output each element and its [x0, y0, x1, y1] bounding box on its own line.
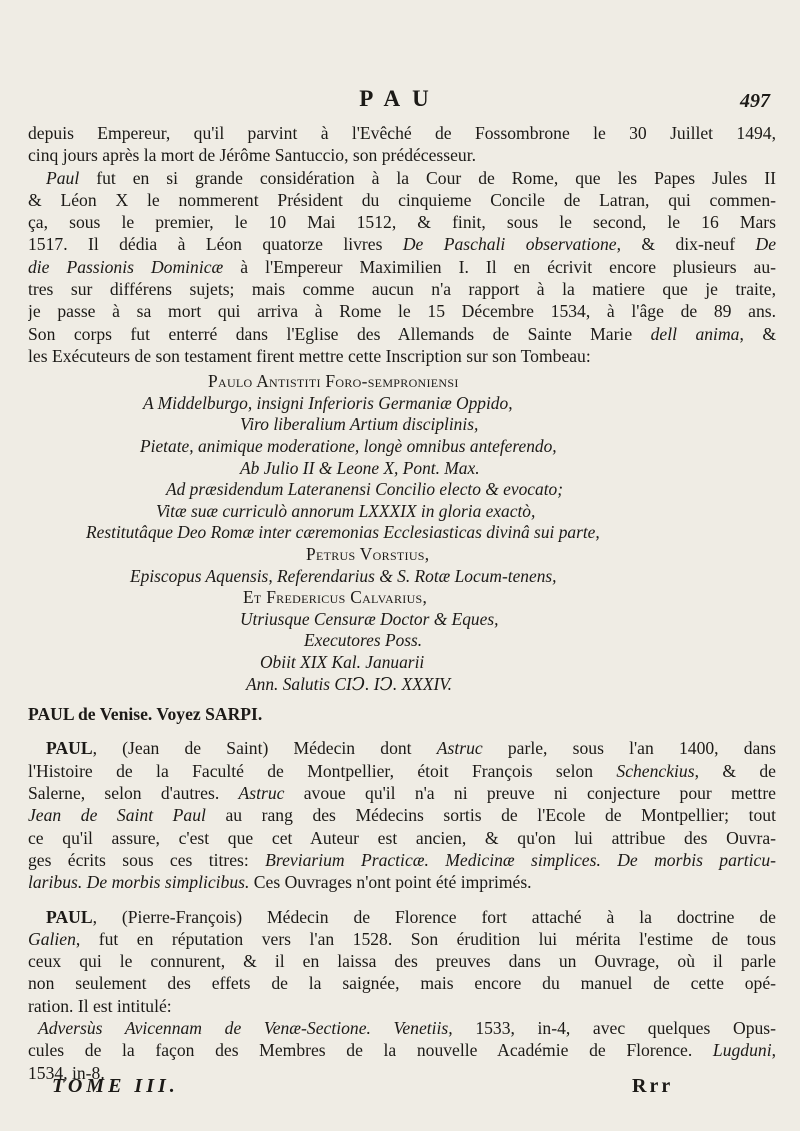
text-line — [28, 760, 776, 782]
inscription-line: Utriusque Censuræ Doctor & Eques, — [240, 608, 499, 629]
text-line — [28, 167, 776, 189]
text-span: , (Pierre-François) Médecin de Florence fort attaché à la doctrine de — [92, 906, 776, 927]
text-line — [28, 233, 776, 255]
text-line: ça, sous le premier, le 10 Mai 1512, & finit, sous le second, le 16 Mars — [28, 212, 776, 233]
text-line: ce qu'il assure, c'est que cet Auteur est ancien, & qu'on lui attribue des Ouvra- — [28, 827, 776, 848]
text-line: depuis Empereur, qu'il parvint à l'Evêché de Fossombrone le 30 Juillet 1494, — [28, 123, 776, 143]
inscription-line: Paulo Antistiti Foro-semproniensi — [208, 371, 459, 392]
text-span: Son corps fut enterré dans l'Eglise des Allemands de Sainte Marie — [28, 323, 651, 344]
italic-phrase: dell anima — [650, 323, 740, 344]
text-line — [28, 1039, 776, 1061]
text-line — [28, 804, 776, 826]
italic-name: Jean de Saint Paul — [28, 805, 206, 826]
inscription-line: A Middelburgo, insigni Inferioris Germaniæ Oppido, — [143, 392, 513, 413]
text-line: les Exécuteurs de son testament firent mettre cette Inscription sur son Tombeau: — [28, 345, 591, 366]
page-body — [28, 122, 776, 1084]
inscription-line: Obiit XIX Kal. Januarii — [260, 651, 425, 672]
text-span: 1517. Il dédia à Léon quatorze livres — [28, 234, 403, 255]
text-span: , fut en réputation vers l'an 1528. Son érudition lui mérita l'estime de tous — [75, 928, 776, 949]
book-title: Breviarium Practicæ. Medicinæ simplices. De morbis particu- — [265, 849, 776, 870]
text-span: , & dix-neuf — [616, 234, 756, 255]
inscription-line: Viro liberalium Artium disciplinis, — [240, 414, 479, 435]
text-line — [28, 256, 776, 278]
book-title: die Passionis Dominicæ — [28, 256, 224, 277]
italic-name: Astruc — [238, 783, 285, 804]
text-line — [28, 871, 776, 893]
text-line: cinq jours après la mort de Jérôme Santuccio, son prédécesseur. — [28, 145, 477, 166]
book-title: De Paschali observatione — [402, 234, 617, 255]
text-span: , — [771, 1040, 776, 1061]
entry-heading: PAUL — [46, 906, 93, 927]
text-line — [28, 849, 776, 871]
volume-signature: TOME III. — [52, 1075, 179, 1097]
text-span: ges écrits sous ces titres: — [28, 849, 266, 870]
text-line — [28, 1017, 776, 1039]
inscription-line: Episcopus Aquensis, Referendarius & S. Rotæ Locum-tenens, — [130, 565, 557, 586]
text-line: 1534, in-8. — [28, 1062, 105, 1083]
text-span: Salerne, selon d'autres. — [28, 783, 239, 804]
italic-name: Galien — [28, 928, 76, 949]
italic-name: Schenckius — [616, 760, 695, 781]
tomb-inscription — [28, 371, 776, 695]
text-line — [28, 737, 776, 759]
text-span: au rang des Médecins sortis de l'Ecole de Montpellier; tout — [205, 805, 776, 826]
entry-heading: PAUL — [28, 704, 74, 725]
text-line — [28, 928, 776, 950]
inscription-line: Pietate, animique moderatione, longè omnibus anteferendo, — [140, 436, 557, 457]
book-title: De — [755, 234, 776, 255]
text-line — [28, 782, 776, 804]
running-header: PAU — [359, 86, 441, 111]
text-span: fut en si grande considération à la Cour de Rome, que les Papes Jules II — [79, 167, 776, 188]
text-span: cules de la façon des Membres de la nouvelle Académie de Florence. — [28, 1040, 713, 1061]
inscription-line: Restitutâque Deo Romæ inter cæremonias Ecclesiasticas divinâ sui parte, — [86, 522, 600, 543]
text-span: , (Jean de Saint) Médecin dont — [92, 738, 437, 759]
inscription-line: Ad præsidendum Lateranensi Concilio electo & evocato; — [166, 479, 564, 500]
book-title: laribus. De morbis simplicibus. — [28, 872, 250, 893]
page-number: 497 — [740, 90, 770, 112]
inscription-line: Et Fredericus Calvarius, — [243, 587, 428, 608]
text-span: 1533, in-4, avec quelques Opus- — [452, 1018, 776, 1039]
italic-name: Astruc — [436, 738, 483, 759]
text-line — [28, 323, 776, 345]
inscription-line: Executores Poss. — [304, 630, 423, 651]
book-title: Adversùs Avicennam de Venæ-Sectione. Venetiis, — [38, 1018, 453, 1039]
text-line — [28, 906, 776, 928]
text-line: ceux qui le connurent, & il en laissa des preuves dans un Ouvrage, où il parle — [28, 951, 776, 972]
entry-heading: PAUL — [46, 738, 93, 759]
text-line: je passe à sa mort qui arriva à Rome le 15 Décembre 1534, à l'âge de 89 ans. — [28, 301, 776, 322]
text-span: à l'Empereur Maximilien I. Il en écrivit encore plusieurs au- — [223, 256, 776, 277]
inscription-line: Ann. Salutis CIↃ. IↃ. XXXIV. — [246, 673, 452, 694]
text-line: tres sur différens sujets; mais comme aucun n'a rapport à la matiere que je traite, — [28, 279, 776, 300]
inscription-line: Ab Julio II & Leone X, Pont. Max. — [240, 457, 480, 478]
text-line: ration. Il est intitulé: — [28, 995, 172, 1016]
text-span: , & — [739, 323, 776, 344]
entry-paul-venise — [28, 703, 776, 725]
text-line: & Léon X le nommerent Président du cinquieme Concile de Latran, qui commen- — [28, 189, 776, 210]
text-span: , & de — [694, 760, 776, 781]
text-line: non seulement des effets de la saignée, mais encore du manuel de cette opé- — [28, 973, 776, 994]
text-span: Ces Ouvrages n'ont point été imprimés. — [249, 872, 532, 893]
text-span: parle, sous l'an 1400, dans — [482, 738, 776, 759]
inscription-line: Vitæ suæ curriculò annorum LXXXIX in gloria exactò, — [156, 500, 536, 521]
inscription-line: Petrus Vorstius, — [306, 544, 430, 565]
gathering-signature: Rrr — [632, 1075, 674, 1097]
text-span: avoue qu'il n'a ni preuve ni conjecture pour mettre — [284, 783, 776, 804]
text-span: l'Histoire de la Faculté de Montpellier, étoit François selon — [28, 760, 617, 781]
italic-name: Paul — [46, 167, 80, 188]
italic-place: Lugduni — [712, 1040, 772, 1061]
text-span: de Venise. Voyez SARPI. — [73, 704, 263, 725]
